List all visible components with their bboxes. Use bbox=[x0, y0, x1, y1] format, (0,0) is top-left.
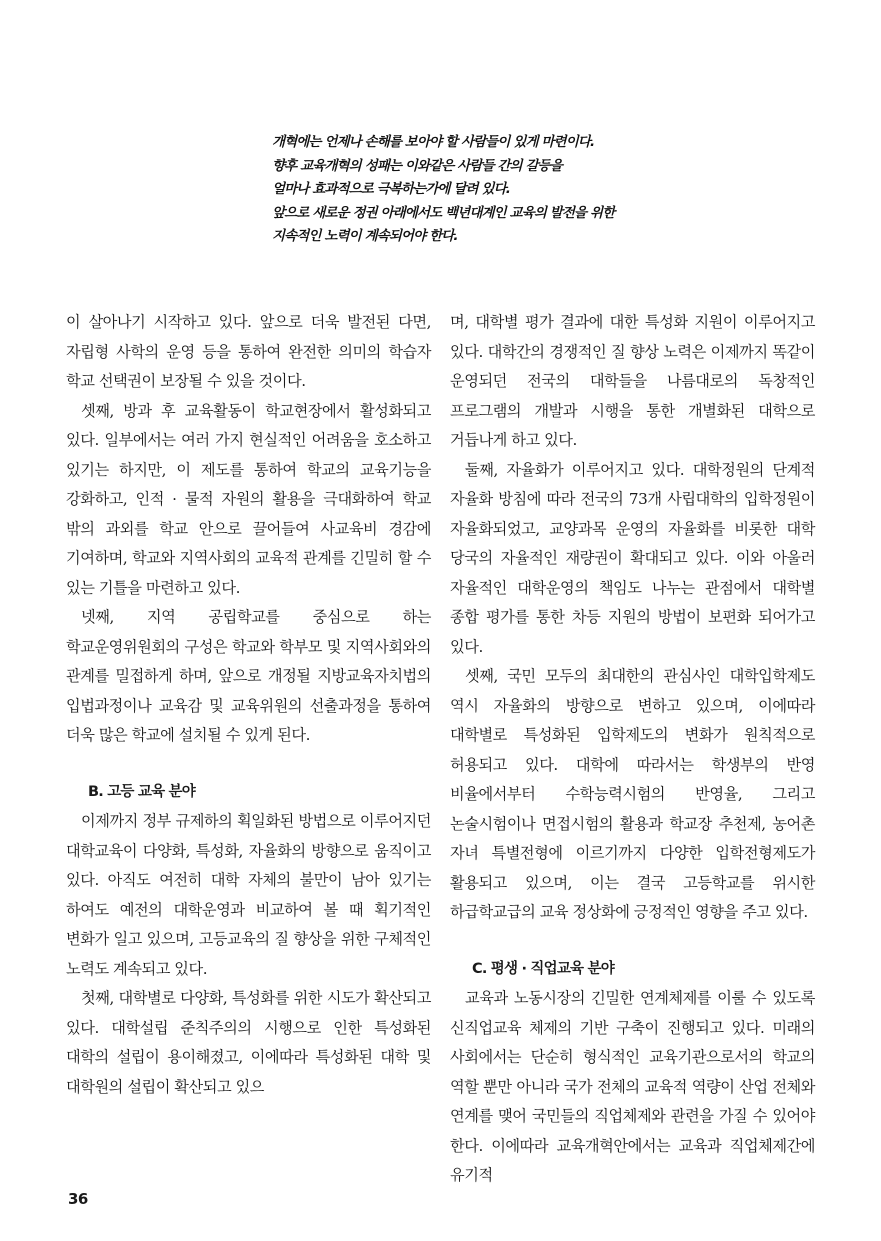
body-paragraph: 이제까지 정부 규제하의 획일화된 방법으로 이루어지던 대학교육이 다양화, 특성화, 자율화의 방향으로 움직이고 있다. 아직도 여전히 대학 자체의 불만이 남아 있기는 하여도 예전의 대학운영과 비교하여 볼 때 획기적인 변화가 일고 있으며, 고등교육의 질 향상을 위한 구체적인 노력도 계속되고 있다. bbox=[66, 812, 431, 978]
pull-quote-line: 개혁에는 언제나 손해를 보아야 할 사람들이 있게 마련이다. bbox=[272, 134, 595, 150]
section-spacer bbox=[66, 751, 431, 778]
pull-quote-line: 향후 교육개혁의 성패는 이와같은 사람들 간의 갈등을 bbox=[272, 157, 562, 174]
left-column bbox=[66, 308, 431, 1102]
body-paragraph: 셋째, 국민 모두의 최대한의 관심사인 대학입학제도 역시 자율화의 방향으로 변하고 있으며, 이에따라 대학별로 특성화된 입학제도의 변화가 원칙적으로 허용되고 있다. 대학에 따라서는 학생부의 반영 비율에서부터 수학능력시험의 반영율, 그리고 논술시험이나 면접시험의 활용과 학교장 추천제, 농어촌 자녀 특별전형에 이르기까지 다양한 입학전형제도가 활용되고 있으며, 이는 결국 고등학교를 위시한 하급학교급의 교육 정상화에 긍정적인 영향을 주고 있다. bbox=[450, 667, 815, 921]
body-paragraph: 교육과 노동시장의 긴밀한 연계체제를 이룰 수 있도록 신직업교육 체제의 기반 구축이 진행되고 있다. 미래의 사회에서는 단순히 형식적인 교육기관으로서의 학교의 역할 뿐만 아니라 국가 전체의 교육적 역량이 산업 전체와 연계를 맺어 국민들의 직업체제와 관련을 가질 수 있어야 한다. 이에따라 교육개혁안에서는 교육과 직업체제간에 유기적 bbox=[450, 989, 815, 1184]
body-paragraph: 넷째, 지역 공립학교를 중심으로 하는 학교운영위원회의 구성은 학교와 학부모 및 지역사회와의 관계를 밀접하게 하며, 앞으로 개정될 지방교육자치법의 입법과정이나 교육감 및 교육위원의 선출과정을 통하여 더욱 많은 학교에 설치될 수 있게 된다. bbox=[66, 608, 431, 744]
body-paragraph: 셋째, 방과 후 교육활동이 학교현장에서 활성화되고 있다. 일부에서는 여러 가지 현실적인 어려움을 호소하고 있기는 하지만, 이 제도를 통하여 학교의 교육기능을 강화하고, 인적 · 물적 자원의 활용을 극대화하여 학교 밖의 과외를 학교 안으로 끌어들여 사교육비 경감에 기여하며, 학교와 지역사회의 교육적 관계를 긴밀히 할 수 있는 기틀을 마련하고 있다. bbox=[66, 401, 431, 597]
right-column bbox=[450, 308, 815, 1191]
pull-quote bbox=[272, 131, 692, 249]
body-paragraph: 이 살아나기 시작하고 있다. 앞으로 더욱 발전된 다면, 자립형 사학의 운영 등을 통하여 완전한 의미의 학습자 학교 선택권이 보장될 수 있을 것이다. bbox=[66, 313, 431, 390]
body-paragraph: 둘째, 자율화가 이루어지고 있다. 대학정원의 단계적 자율화 방침에 따라 전국의 73개 사립대학의 입학정원이 자율화되었고, 교양과목 운영의 자율화를 비롯한 대학 당국의 자율적인 재량권이 확대되고 있다. 이와 아울러 자율적인 대학운영의 책임도 나누는 관점에서 대학별 종합 평가를 통한 차등 지원의 방법이 보편화 되어가고 있다. bbox=[450, 460, 815, 656]
pull-quote-line: 얼마나 효과적으로 극복하는가에 달려 있다. bbox=[272, 181, 510, 197]
body-paragraph: 첫째, 대학별로 다양화, 특성화를 위한 시도가 확산되고 있다. 대학설립 준칙주의의 시행으로 인한 특성화된 대학의 설립이 용이해졌고, 이에따라 특성화된 대학 및 대학원의 설립이 확산되고 있으 bbox=[66, 989, 431, 1096]
section-heading-higher-education: B. 고등 교육 분야 bbox=[88, 783, 195, 800]
body-paragraph: 며, 대학별 평가 결과에 대한 특성화 지원이 이루어지고 있다. 대학간의 경쟁적인 질 향상 노력은 이제까지 똑같이 운영되던 전국의 대학들을 나름대로의 독창적인 프로그램의 개발과 시행을 통한 개별화된 대학으로 거듭나게 하고 있다. bbox=[450, 313, 815, 449]
pull-quote-line: 앞으로 새로운 정권 아래에서도 백년대계인 교육의 발전을 위한 bbox=[272, 204, 615, 221]
section-spacer bbox=[450, 928, 815, 955]
pull-quote-line: 지속적인 노력이 계속되어야 한다. bbox=[272, 228, 458, 244]
section-heading-lifelong-vocational: C. 평생 · 직업교육 분야 bbox=[472, 960, 614, 977]
page-number: 36 bbox=[68, 1190, 88, 1208]
